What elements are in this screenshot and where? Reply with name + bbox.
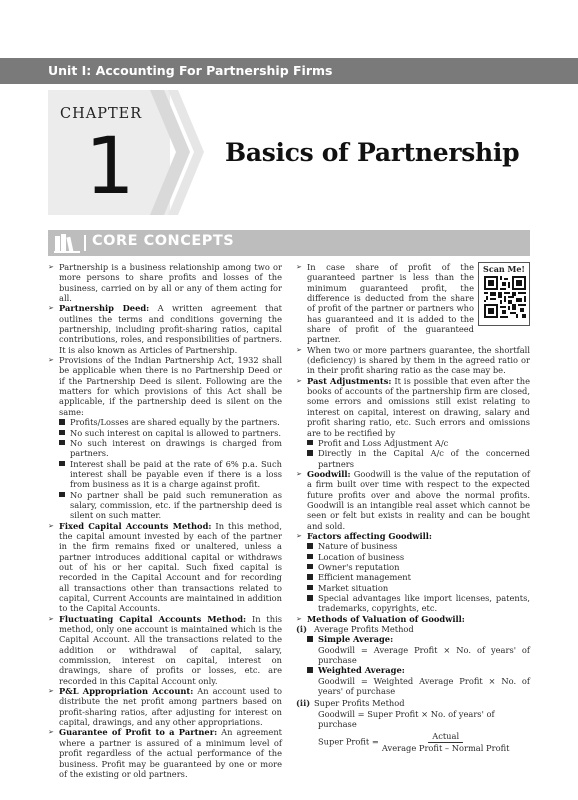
section-divider bbox=[84, 235, 86, 251]
method-item: (ii) Super Profits Method bbox=[296, 698, 405, 709]
list-item: ➢ In case share of profit of the guaranteed partner is less than the minimum guaranteed profit, the difference is deducted from the share of profit of the partner or partners who has guaranteed and it is added to the share of profit of the guaranteed partner. bbox=[296, 262, 474, 345]
square-bullet-icon bbox=[307, 562, 318, 570]
sub-item: Nature of business bbox=[296, 541, 530, 551]
right-column bbox=[296, 262, 530, 753]
arrow-icon: ➢ bbox=[296, 376, 302, 385]
sub-item: Efficient management bbox=[296, 572, 530, 582]
arrow-icon: ➢ bbox=[296, 345, 302, 354]
formula: Goodwill = Average Profit × No. of years' of purchase bbox=[318, 644, 530, 666]
square-bullet-icon bbox=[307, 634, 318, 642]
arrow-icon: ➢ bbox=[296, 614, 302, 623]
arrow-icon: ➢ bbox=[296, 263, 302, 271]
page-title: Basics of Partnership bbox=[225, 138, 520, 167]
formula: Super Profit = $\frac{\text{Actual}}{\text{Average Profit – Normal Profit}}$ bbox=[318, 731, 510, 753]
arrow-icon: ➢ bbox=[296, 531, 302, 540]
arrow-icon: ➢ bbox=[48, 521, 54, 530]
square-bullet-icon bbox=[59, 417, 70, 425]
sub-item: No such interest on capital is allowed to partners. bbox=[48, 428, 282, 438]
square-bullet-icon bbox=[307, 438, 318, 446]
sub-item: Weighted Average: bbox=[296, 665, 530, 675]
list-item: ➢ Provisions of the Indian Partnership Act, 1932 shall be applicable when there is no Partnership Deed or if the Partnership Deed is silent. Following are the matters for which provisions of this Act shall be applicable, if the partnership deed is silent on the same: bbox=[48, 355, 282, 417]
formula: Goodwill = Super Profit × No. of years' of purchase bbox=[318, 708, 495, 730]
arrow-icon: ➢ bbox=[296, 469, 302, 478]
list-item: ➢ Fixed Capital Accounts Method: In this method, the capital amount invested by each of the partner in the firm remains fixed or unaltered, unless a partner introduces additional capital or withdraws out of his or her capital. Such fixed capital is recorded in the Capital Account and for recording all transactions other than transactions related to capital, Current Accounts are maintained in addition to the Capital Accounts. bbox=[48, 520, 282, 614]
list-item: ➢ When two or more partners guarantee, the shortfall (deficiency) is shared by them in the agreed ratio or in their profit sharing ratio as the case may be. bbox=[296, 344, 530, 376]
square-bullet-icon bbox=[59, 459, 70, 467]
formula: Goodwill = Weighted Average Profit × No. of years' of purchase bbox=[318, 675, 530, 697]
sub-item: Market situation bbox=[296, 583, 530, 593]
square-bullet-icon bbox=[307, 572, 318, 580]
chevron-decoration-icon bbox=[150, 90, 210, 215]
unit-banner bbox=[0, 58, 578, 84]
arrow-icon: ➢ bbox=[48, 614, 54, 623]
scan-label: Scan Me! bbox=[483, 264, 525, 274]
unit-title: Unit I: Accounting For Partnership Firms bbox=[48, 63, 333, 78]
square-bullet-icon bbox=[59, 428, 70, 436]
list-item: ➢ Fluctuating Capital Accounts Method: In this method, only one account is maintained which is the Capital Account. All the transactions related to the addition or withdrawal of capital, salary, commission, interest on capital, interest on drawings, share of profits or losses, etc. are recorded in this Capital Account only. bbox=[48, 613, 282, 686]
sub-item: Location of business bbox=[296, 552, 530, 562]
list-item: ➢ Partnership is a business relationship among two or more persons to share profits and losses of the business, carried on by all or any of them acting for all. bbox=[48, 262, 282, 304]
arrow-icon: ➢ bbox=[48, 728, 54, 737]
square-bullet-icon bbox=[307, 665, 318, 673]
sub-item: Profit and Loss Adjustment A/c bbox=[296, 438, 530, 448]
arrow-icon: ➢ bbox=[48, 263, 54, 271]
arrow-icon: ➢ bbox=[48, 356, 54, 365]
sub-item: Interest shall be paid at the rate of 6% p.a. Such interest shall be payable even if there is a loss from business as it is a charge against profit. bbox=[48, 459, 282, 490]
list-item: ➢ Goodwill: Goodwill is the value of the reputation of a firm built over time with respect to the expected future profits over and above the normal profits. Goodwill is an intangible real asset which cannot be seen or felt but exists in reality and can be bought and sold. bbox=[296, 468, 530, 531]
sub-item: Profits/Losses are shared equally by the partners. bbox=[48, 417, 282, 427]
square-bullet-icon bbox=[59, 490, 70, 498]
left-column bbox=[48, 262, 282, 779]
books-icon bbox=[54, 233, 80, 253]
method-item: (i) Average Profits Method bbox=[296, 624, 414, 635]
list-item: ➢ Partnership Deed: A written agreement that outlines the terms and conditions governing the partnership, including profit-sharing ratios, capital contributions, roles, and responsibilities of partners. It is also known as Articles of Partnership. bbox=[48, 303, 282, 355]
sub-item: No partner shall be paid such remuneration as salary, commission, etc. if the partnership deed is silent on such matter. bbox=[48, 490, 282, 521]
list-item: ➢ Guarantee of Profit to a Partner: An agreement where a partner is assured of a minimum level of profit regardless of the actual performance of the business. Profit may be guaranteed by one or more of the existing or old partners. bbox=[48, 727, 283, 779]
square-bullet-icon bbox=[307, 583, 318, 591]
square-bullet-icon bbox=[307, 593, 318, 601]
chapter-label: CHAPTER bbox=[60, 106, 143, 122]
square-bullet-icon bbox=[307, 552, 318, 560]
list-item: ➢ Methods of Valuation of Goodwill: bbox=[296, 613, 465, 624]
square-bullet-icon bbox=[307, 541, 318, 549]
list-item: ➢ P&L Appropriation Account: An account used to distribute the net profit among partners based on profit-sharing ratios, after adjusting for interest on capital, drawings, and any other appropriations. bbox=[48, 686, 282, 728]
sub-item: Directly in the Capital A/c of the concerned partners bbox=[296, 448, 530, 469]
arrow-icon: ➢ bbox=[48, 687, 54, 696]
chapter-number: 1 bbox=[85, 122, 135, 212]
list-item: ➢ Past Adjustments: It is possible that even after the books of accounts of the partnership firm are closed, some errors and omissions still exist relating to interest on capital, interest on drawing, salary and profit sharing ratio, etc. Such errors and omissions are to be rectified by bbox=[296, 375, 530, 438]
sub-item: Owner's reputation bbox=[296, 562, 530, 572]
section-title: CORE CONCEPTS bbox=[92, 233, 235, 249]
square-bullet-icon bbox=[59, 438, 70, 446]
sub-item: Simple Average: bbox=[296, 634, 530, 644]
square-bullet-icon bbox=[307, 448, 318, 456]
sub-item: No such interest on drawings is charged from partners. bbox=[48, 438, 282, 459]
section-banner bbox=[48, 230, 530, 256]
arrow-icon: ➢ bbox=[48, 304, 54, 313]
sub-item: Special advantages like import licenses, patents, trademarks, copyrights, etc. bbox=[296, 593, 530, 614]
list-item: ➢ Factors affecting Goodwill: bbox=[296, 530, 432, 541]
